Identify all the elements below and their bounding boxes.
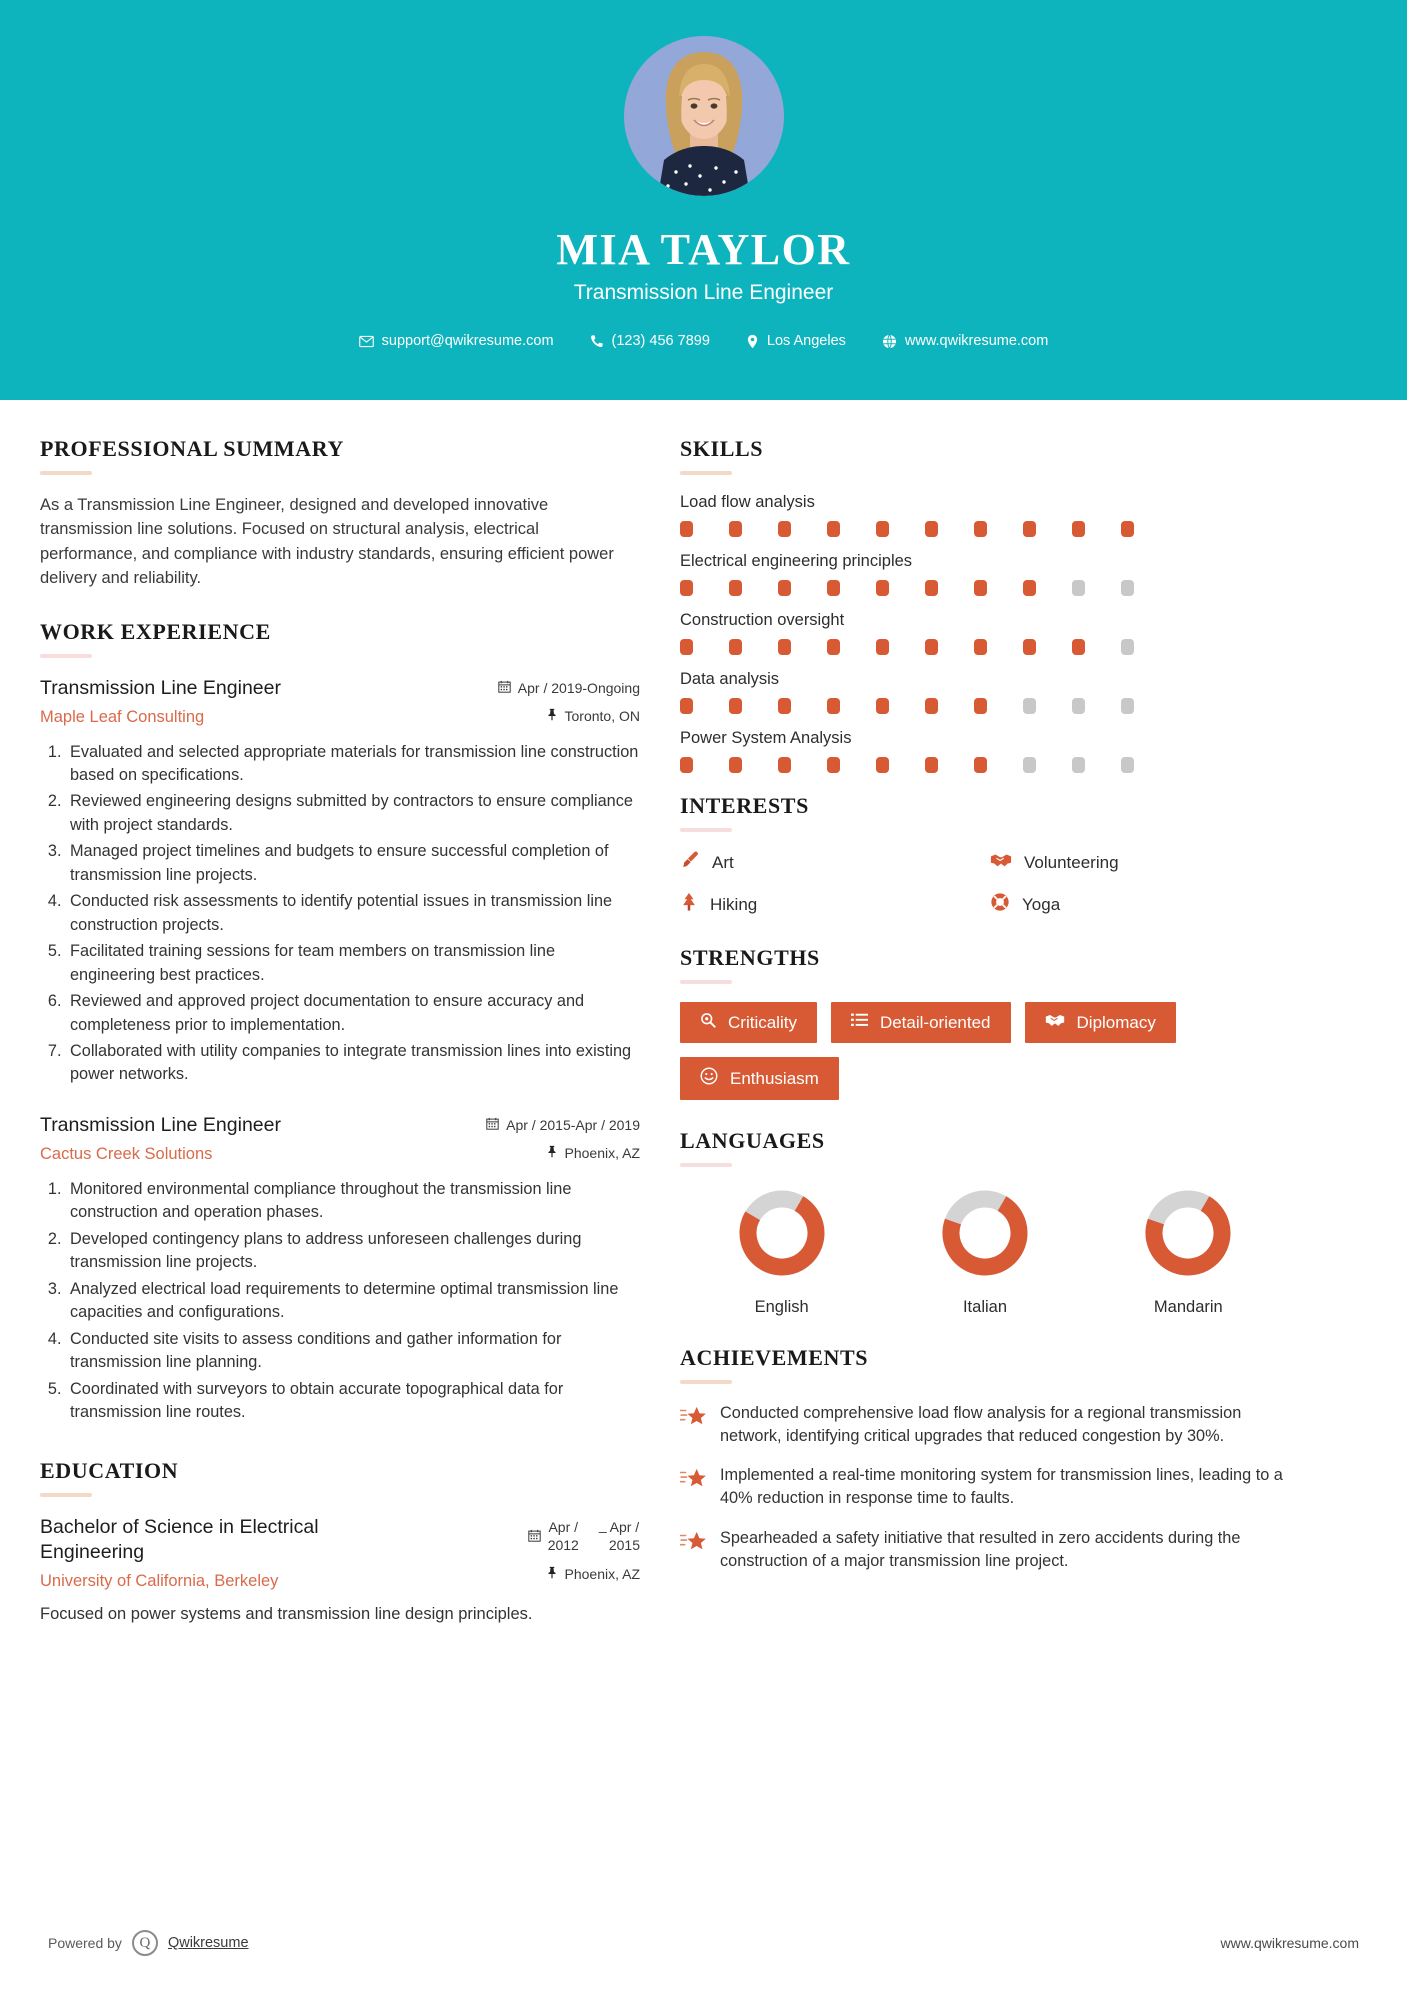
interest-item bbox=[680, 850, 980, 875]
qwikresume-logo-icon: Q bbox=[132, 1930, 158, 1956]
skill-item bbox=[680, 552, 1290, 596]
skill-dot-filled bbox=[876, 521, 889, 537]
job-dates-text: Apr / 2015-Apr / 2019 bbox=[506, 1116, 640, 1133]
skill-item bbox=[680, 611, 1290, 655]
globe-icon bbox=[882, 334, 897, 349]
footer-url[interactable]: www.qwikresume.com bbox=[1220, 1935, 1359, 1951]
calendar-icon bbox=[486, 1117, 499, 1133]
interests-heading: INTERESTS bbox=[680, 793, 809, 818]
skill-dot-filled bbox=[729, 521, 742, 537]
education-description: Focused on power systems and transmission line design principles. bbox=[40, 1605, 533, 1624]
skill-dot-filled bbox=[1121, 521, 1134, 537]
search-icon bbox=[700, 1012, 716, 1033]
skill-dot-filled bbox=[729, 757, 742, 773]
skill-dot-filled bbox=[876, 580, 889, 596]
paintbrush-icon bbox=[680, 850, 700, 875]
language-item bbox=[681, 1185, 882, 1317]
section-rule bbox=[40, 654, 92, 658]
work-heading: WORK EXPERIENCE bbox=[40, 618, 271, 644]
job-bullet: 2. Reviewed engineering designs submitted by contractors to ensure compliance with project standards. bbox=[66, 790, 640, 837]
map-pin-icon bbox=[746, 334, 759, 349]
skill-dot-empty bbox=[1121, 757, 1134, 773]
resume-header bbox=[0, 0, 1407, 400]
language-item bbox=[1088, 1185, 1289, 1317]
skill-item bbox=[680, 729, 1290, 773]
skill-dot-filled bbox=[925, 521, 938, 537]
achievements-heading: ACHIEVEMENTS bbox=[680, 1345, 869, 1370]
job-location bbox=[470, 1145, 640, 1161]
section-achievements bbox=[680, 1345, 1290, 1573]
strength-badge-enthusiasm[interactable] bbox=[680, 1057, 839, 1100]
contact-row bbox=[0, 333, 1407, 349]
strength-label: Detail-oriented bbox=[879, 1012, 991, 1032]
language-label: Mandarin bbox=[1153, 1298, 1223, 1316]
contact-phone-text: (123) 456 7899 bbox=[611, 333, 710, 349]
skill-dot-filled bbox=[925, 757, 938, 773]
skill-label: Load flow analysis bbox=[680, 493, 815, 511]
education-start-date bbox=[548, 1519, 579, 1554]
job-location-text: Toronto, ON bbox=[564, 707, 640, 724]
skill-dot-empty bbox=[1072, 698, 1085, 714]
powered-by-label: Powered by bbox=[48, 1935, 122, 1951]
page-footer bbox=[0, 1930, 1407, 1956]
skills-list bbox=[680, 493, 1290, 773]
skills-heading: SKILLS bbox=[680, 436, 764, 461]
phone-icon bbox=[590, 334, 604, 348]
skill-dot-empty bbox=[1072, 580, 1085, 596]
interest-label: Hiking bbox=[710, 894, 758, 914]
education-end-month: Apr / bbox=[609, 1519, 640, 1536]
list-icon bbox=[851, 1012, 868, 1033]
summary-heading: PROFESSIONAL SUMMARY bbox=[40, 436, 344, 461]
job-bullet: 5. Facilitated training sessions for team members on transmission line engineering best practices. bbox=[66, 940, 640, 987]
envelope-icon bbox=[359, 334, 374, 349]
education-degree: Bachelor of Science in Electrical Engineering bbox=[40, 1516, 319, 1564]
skill-dot-filled bbox=[778, 639, 791, 655]
right-column bbox=[680, 436, 1290, 1627]
tree-icon bbox=[680, 892, 698, 917]
section-professional-summary bbox=[40, 436, 640, 591]
job-bullet: 4. Conducted risk assessments to identify potential issues in transmission line construction projects. bbox=[66, 890, 640, 937]
skill-dot-filled bbox=[1072, 521, 1085, 537]
skill-dot-filled bbox=[680, 521, 693, 537]
languages-heading: LANGUAGES bbox=[680, 1128, 825, 1153]
interest-item bbox=[990, 850, 1290, 875]
job-bullet: 3. Analyzed electrical load requirements to determine optimal transmission line capacities and configurations. bbox=[66, 1278, 640, 1325]
skill-item bbox=[680, 670, 1290, 714]
contact-email[interactable] bbox=[341, 333, 572, 349]
language-donut-chart bbox=[1140, 1185, 1236, 1281]
language-label: English bbox=[754, 1298, 809, 1316]
skill-dot-filled bbox=[974, 639, 987, 655]
skill-dot-filled bbox=[1023, 639, 1036, 655]
language-donut-chart bbox=[734, 1185, 830, 1281]
skill-dot-filled bbox=[827, 580, 840, 596]
skill-dot-empty bbox=[1121, 639, 1134, 655]
achievement-item bbox=[680, 1464, 1290, 1510]
strength-badge-criticality[interactable] bbox=[680, 1002, 817, 1043]
education-start-month: Apr / bbox=[548, 1519, 579, 1536]
work-entry bbox=[40, 676, 640, 1087]
skill-dot-filled bbox=[680, 757, 693, 773]
education-end-date bbox=[609, 1519, 640, 1554]
skill-dot-filled bbox=[778, 757, 791, 773]
skill-rating bbox=[680, 521, 1290, 537]
section-rule bbox=[40, 1493, 92, 1497]
education-school: University of California, Berkeley bbox=[40, 1572, 279, 1591]
handshake-icon bbox=[990, 851, 1012, 874]
job-location-text: Phoenix, AZ bbox=[564, 1144, 640, 1161]
job-role: Transmission Line Engineer bbox=[40, 1113, 281, 1136]
contact-phone[interactable] bbox=[572, 333, 728, 349]
job-bullet: 1. Monitored environmental compliance throughout the transmission line construction and operation phases. bbox=[66, 1178, 640, 1225]
skill-dot-filled bbox=[729, 580, 742, 596]
skill-label: Data analysis bbox=[680, 670, 780, 688]
achievement-text: Implemented a real-time monitoring system for transmission lines, leading to a 40% reduction in response time to faults. bbox=[720, 1466, 1283, 1508]
skill-dot-filled bbox=[827, 757, 840, 773]
handshake-icon bbox=[1045, 1012, 1065, 1033]
job-bullets bbox=[40, 741, 640, 1087]
strength-badge-detail-oriented[interactable] bbox=[831, 1002, 1011, 1043]
interests-grid bbox=[680, 850, 1290, 917]
job-location bbox=[470, 708, 640, 724]
skill-dot-filled bbox=[778, 698, 791, 714]
skill-dot-filled bbox=[876, 757, 889, 773]
achievement-text: Spearheaded a safety initiative that resulted in zero accidents during the construction of a major transmission line project. bbox=[720, 1528, 1241, 1570]
skill-dot-filled bbox=[729, 639, 742, 655]
skill-rating bbox=[680, 757, 1290, 773]
skill-rating bbox=[680, 639, 1290, 655]
education-heading: EDUCATION bbox=[40, 1458, 179, 1484]
skill-dot-empty bbox=[1121, 698, 1134, 714]
shooting-star-icon bbox=[680, 1464, 706, 1510]
calendar-icon bbox=[498, 680, 511, 696]
education-start-year: 2012 bbox=[547, 1536, 579, 1553]
skill-dot-filled bbox=[1072, 639, 1085, 655]
strength-label: Diplomacy bbox=[1076, 1012, 1156, 1032]
strength-label: Criticality bbox=[728, 1012, 797, 1032]
pushpin-icon bbox=[546, 1566, 558, 1582]
strengths-grid bbox=[680, 1002, 1290, 1100]
interest-label: Art bbox=[712, 852, 734, 872]
skill-dot-filled bbox=[974, 521, 987, 537]
skill-dot-filled bbox=[778, 521, 791, 537]
education-end-year: 2015 bbox=[608, 1536, 640, 1553]
section-work-experience bbox=[40, 619, 640, 1425]
contact-email-text: support@qwikresume.com bbox=[381, 333, 554, 349]
job-bullet: 6. Reviewed and approved project documentation to ensure accuracy and completeness prior to implementation. bbox=[66, 990, 640, 1037]
languages-list bbox=[680, 1185, 1290, 1317]
education-dates bbox=[450, 1519, 640, 1554]
job-bullet: 5. Coordinated with surveyors to obtain accurate topographical data for transmission line routes. bbox=[66, 1378, 640, 1425]
section-rule bbox=[680, 1380, 732, 1384]
skill-label: Construction oversight bbox=[680, 611, 845, 629]
achievement-text: Conducted comprehensive load flow analysis for a regional transmission network, identifying critical upgrades that reduced congestion by 30%. bbox=[720, 1404, 1242, 1446]
section-rule bbox=[40, 471, 92, 475]
achievements-list bbox=[680, 1402, 1290, 1573]
job-bullets bbox=[40, 1178, 640, 1425]
skill-dot-filled bbox=[925, 639, 938, 655]
job-dates bbox=[470, 1117, 640, 1133]
section-strengths bbox=[680, 945, 1290, 1100]
skill-dot-filled bbox=[876, 639, 889, 655]
skill-dot-empty bbox=[1072, 757, 1085, 773]
contact-location-text: Los Angeles bbox=[766, 333, 846, 349]
qwikresume-brand-link[interactable]: Qwikresume bbox=[167, 1935, 249, 1951]
job-dates bbox=[470, 680, 640, 696]
interest-item bbox=[990, 892, 1290, 917]
shooting-star-icon bbox=[680, 1402, 706, 1448]
contact-website[interactable] bbox=[864, 333, 1066, 349]
shooting-star-icon bbox=[680, 1527, 706, 1573]
avatar bbox=[624, 36, 784, 196]
skill-label: Electrical engineering principles bbox=[680, 552, 913, 570]
summary-text: As a Transmission Line Engineer, designed and developed innovative transmission line solutions. Focused on structural analysis, electrical performance, and compliance with industry standards, ensuring efficient power delivery and reliability. bbox=[40, 496, 614, 588]
section-rule bbox=[680, 1163, 732, 1167]
smiley-icon bbox=[700, 1067, 718, 1090]
resume-body bbox=[0, 400, 1407, 1627]
skill-dot-filled bbox=[680, 698, 693, 714]
job-role: Transmission Line Engineer bbox=[40, 676, 281, 699]
skill-dot-empty bbox=[1023, 698, 1036, 714]
achievement-item bbox=[680, 1527, 1290, 1573]
language-donut-chart bbox=[937, 1185, 1033, 1281]
skill-dot-filled bbox=[974, 698, 987, 714]
skill-dot-filled bbox=[827, 698, 840, 714]
skill-dot-filled bbox=[1023, 521, 1036, 537]
powered-by-block bbox=[48, 1930, 249, 1956]
calendar-icon bbox=[528, 1529, 541, 1545]
skill-dot-empty bbox=[1121, 580, 1134, 596]
skill-dot-empty bbox=[1023, 757, 1036, 773]
job-bullet: 7. Collaborated with utility companies to integrate transmission lines into existing power networks. bbox=[66, 1040, 640, 1087]
skill-dot-filled bbox=[827, 521, 840, 537]
interest-item bbox=[680, 892, 980, 917]
strengths-heading: STRENGTHS bbox=[680, 945, 820, 970]
job-bullet: 3. Managed project timelines and budgets to ensure successful completion of transmission line projects. bbox=[66, 840, 640, 887]
skill-rating bbox=[680, 698, 1290, 714]
lifebuoy-icon bbox=[990, 892, 1010, 917]
skill-dot-filled bbox=[778, 580, 791, 596]
page-title: MIA TAYLOR bbox=[556, 225, 851, 274]
section-rule bbox=[680, 980, 732, 984]
achievement-item bbox=[680, 1402, 1290, 1448]
left-column bbox=[40, 436, 640, 1627]
section-education bbox=[40, 1458, 640, 1627]
job-bullet: 1. Evaluated and selected appropriate materials for transmission line construction based on specifications. bbox=[66, 741, 640, 788]
job-company: Cactus Creek Solutions bbox=[40, 1144, 213, 1163]
section-interests bbox=[680, 793, 1290, 917]
skill-dot-filled bbox=[925, 580, 938, 596]
job-bullet: 4. Conducted site visits to assess conditions and gather information for transmission line planning. bbox=[66, 1328, 640, 1375]
pushpin-icon bbox=[546, 708, 558, 724]
section-rule bbox=[680, 828, 732, 832]
job-bullet: 2. Developed contingency plans to address unforeseen challenges during transmission line projects. bbox=[66, 1228, 640, 1275]
job-company: Maple Leaf Consulting bbox=[40, 707, 205, 726]
skill-dot-filled bbox=[974, 757, 987, 773]
skill-dot-filled bbox=[925, 698, 938, 714]
skill-dot-filled bbox=[680, 580, 693, 596]
language-item bbox=[884, 1185, 1085, 1317]
contact-website-text: www.qwikresume.com bbox=[904, 333, 1049, 349]
contact-location bbox=[728, 333, 864, 349]
education-location bbox=[450, 1566, 640, 1582]
section-rule bbox=[680, 471, 732, 475]
strength-label: Enthusiasm bbox=[730, 1068, 819, 1088]
section-skills bbox=[680, 436, 1290, 773]
skill-label: Power System Analysis bbox=[680, 729, 852, 747]
strength-badge-diplomacy[interactable] bbox=[1025, 1002, 1176, 1043]
interest-label: Yoga bbox=[1022, 894, 1061, 914]
interest-label: Volunteering bbox=[1024, 852, 1119, 872]
pushpin-icon bbox=[546, 1145, 558, 1161]
header-job-title: Transmission Line Engineer bbox=[573, 281, 834, 304]
skill-rating bbox=[680, 580, 1290, 596]
skill-item bbox=[680, 493, 1290, 537]
language-label: Italian bbox=[962, 1298, 1007, 1316]
skill-dot-filled bbox=[680, 639, 693, 655]
skill-dot-filled bbox=[974, 580, 987, 596]
education-location-text: Phoenix, AZ bbox=[564, 1566, 640, 1583]
skill-dot-filled bbox=[827, 639, 840, 655]
education-entry bbox=[40, 1515, 640, 1591]
skill-dot-filled bbox=[876, 698, 889, 714]
skill-dot-filled bbox=[1023, 580, 1036, 596]
job-dates-text: Apr / 2019-Ongoing bbox=[517, 679, 640, 696]
section-languages bbox=[680, 1128, 1290, 1317]
skill-dot-filled bbox=[729, 698, 742, 714]
work-entry bbox=[40, 1113, 640, 1424]
